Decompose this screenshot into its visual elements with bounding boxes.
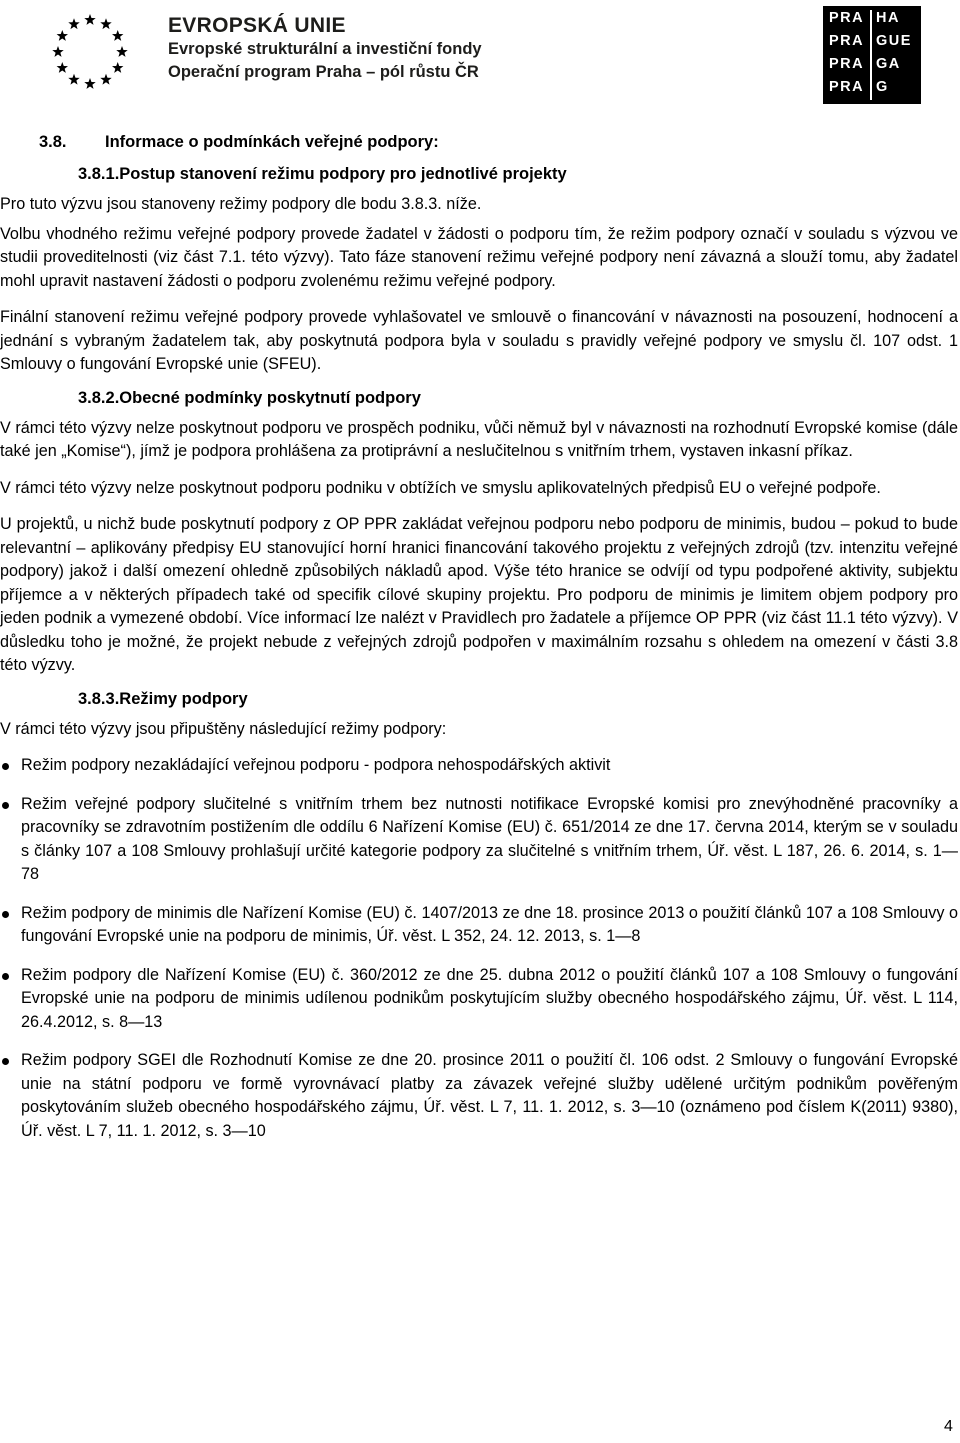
subsection-heading-3-8-1: 3.8.1.Postup stanovení režimu podpory pro jednotlivé projekty: [78, 165, 567, 183]
list-item-text: Režim podpory nezakládající veřejnou podporu - podpora nehospodářských aktivit: [21, 756, 611, 774]
praha-logo-left: PRA: [829, 79, 865, 95]
list-item-text: Režim podpory de minimis dle Nařízení Komise (EU) č. 1407/2013 ze dne 18. prosince 2013 o použití článků 107 a 108 Smlouvy o fungování Evropské unie na podporu de minimis, Úř. věst. L 352, 24. 12. 2013, s. 1—8: [21, 903, 958, 945]
section-number: 3.8.: [39, 133, 67, 151]
list-item-text: Režim veřejné podpory slučitelné s vnitřním trhem bez nutnosti notifikace Evropské komisi pro znevýhodněné pracovníky a pracovníky se zdravotním postižením dle oddílu 6 Nařízení Komise (EU) č. 651/2014 ze dne 17. června 2014, kterým se v souladu s články 107 a 108 Smlouvy prohlašují určité kategorie podpory za slučitelné s vnitřním trhem, Úř. věst. L 187, 26. 6. 2014, s. 1—78: [21, 794, 958, 883]
praha-logo-left: PRA: [829, 33, 865, 49]
paragraph: V rámci této výzvy nelze poskytnout podporu podniku v obtížích ve smyslu aplikovatelných předpisů EU o veřejné podpoře.: [0, 478, 881, 497]
star-icon: [52, 46, 63, 57]
paragraph: Pro tuto výzvu jsou stanoveny režimy podpory dle bodu 3.8.3. níže.: [0, 195, 482, 213]
praha-logo-right: GA: [876, 56, 901, 72]
praha-logo-left: PRA: [829, 56, 865, 72]
bullet-icon: [2, 763, 9, 770]
star-icon: [100, 18, 111, 29]
praha-logo-row: [823, 77, 921, 99]
paragraph: V rámci této výzvy jsou připuštěny následující režimy podpory:: [0, 719, 447, 738]
praha-logo-row: [823, 54, 921, 76]
support-regime-list: [0, 754, 958, 1143]
list-item: [0, 754, 958, 778]
eu-logo-program: Operační program Praha – pól růstu ČR: [168, 63, 479, 81]
star-icon: [57, 62, 68, 73]
praha-logo-left: PRA: [829, 10, 865, 26]
paragraph: Volbu vhodného režimu veřejné podpory provede žadatel v žádosti o podporu tím, že režim podpory označí v souladu s výzvou ve studii proveditelnosti (viz část 7.1. této výzvy). Tato fáze stanovení režimu veřejné podpory není závazná a slouží tomu, aby žadatel mohl upravit nastavení žádosti o podporu zvolenému režimu veřejné podpory.: [0, 224, 958, 290]
eu-logo-title: EVROPSKÁ UNIE: [168, 14, 346, 37]
praha-logo-row: [823, 8, 921, 30]
eu-logo-subtitle: Evropské strukturální a investiční fondy: [168, 40, 482, 58]
praha-logo: [823, 6, 921, 104]
star-icon: [84, 78, 95, 89]
star-icon: [68, 74, 79, 85]
bullet-icon: [2, 1058, 9, 1065]
section-title: Informace o podmínkách veřejné podpory:: [105, 133, 439, 151]
star-icon: [116, 46, 127, 57]
eu-logo-text: [168, 14, 482, 84]
list-item-text: Režim podpory SGEI dle Rozhodnutí Komise ze dne 20. prosince 2011 o použití čl. 106 odst. 2 Smlouvy o fungování Evropské unie na státní podporu ve formě vyrovnávací platby za závazek veřejné služby udělené určitým podnikům pověřeným poskytováním služeb obecného hospodářského zájmu, Úř. věst. L 7, 11. 1. 2012, s. 3—10 (oznámeno pod číslem K(2011) 9380), Úř. věst. L 7, 11. 1. 2012, s. 3—10: [21, 1051, 958, 1140]
star-icon: [100, 74, 111, 85]
star-icon: [57, 30, 68, 41]
bullet-icon: [2, 911, 9, 918]
eu-stars-icon: [30, 6, 156, 98]
paragraph: V rámci této výzvy nelze poskytnout podporu ve prospěch podniku, vůči němuž byl v návaznosti na rozhodnutí Evropské komise (dále také jen „Komise“), jímž je podpora prohlášena za protiprávní a neslučitelnou s vnitřním trhem, vystaven inkasní příkaz.: [0, 418, 958, 460]
list-item: [0, 902, 958, 949]
list-item: [0, 964, 958, 1035]
praha-logo-row: [823, 31, 921, 53]
star-icon: [112, 62, 123, 73]
page-number: 4: [944, 1418, 953, 1435]
eu-flag-logo: [30, 6, 156, 98]
bullet-icon: [2, 973, 9, 980]
star-icon: [84, 14, 95, 25]
bullet-icon: [2, 802, 9, 809]
page-header: [0, 0, 960, 110]
praha-logo-right: GUE: [876, 33, 912, 49]
subsection-heading-3-8-3: 3.8.3.Režimy podpory: [78, 689, 248, 708]
document-body: [0, 125, 958, 1158]
praha-logo-right: G: [876, 79, 889, 95]
subsection-heading-3-8-2: 3.8.2.Obecné podmínky poskytnutí podpory: [78, 388, 421, 407]
list-item-text: Režim podpory dle Nařízení Komise (EU) č. 360/2012 ze dne 25. dubna 2012 o použití článků 107 a 108 Smlouvy o fungování Evropské unie na podporu de minimis udílenou podnikům poskytujícím služby obecného hospodářského zájmu, Úř. věst. L 114, 26.4.2012, s. 8—13: [21, 965, 958, 1031]
paragraph: U projektů, u nichž bude poskytnutí podpory z OP PPR zakládat veřejnou podporu nebo podporu de minimis, budou – pokud to bude relevantní – aplikovány předpisy EU stanovující horní hranici financování takového projektu z veřejných zdrojů (tzv. intenzitu veřejné podpory) jakož i další omezení ohledně způsobilých nákladů apod. Výše této hranice se odvíjí od typu podpořené aktivity, subjektu příjemce a v některých případech také od specifik cílové skupiny projektu. Pro podporu de minimis je limitem objem podpory pro jeden podnik a vymezené období. Více informací lze nalézt v Pravidlech pro žadatele a příjemce OP PPR (viz část 11.1 této výzvy). V důsledku toho je možné, že projekt nebude z veřejných zdrojů podpořen v maximálním rozsahu s ohledem na omezení v části 3.8 této výzvy.: [0, 515, 958, 674]
list-item: [0, 793, 958, 887]
list-item: [0, 1049, 958, 1143]
paragraph: Finální stanovení režimu veřejné podpory provede vyhlašovatel ve smlouvě o financování v návaznosti na posouzení, hodnocení a jednání s vybraným žadatelem tak, aby poskytnutá podpora byla v souladu s pravidly veřejné podpory ve smyslu čl. 107 odst. 1 Smlouvy o fungování Evropské unie (SFEU).: [0, 308, 958, 373]
praha-logo-right: HA: [876, 10, 900, 26]
star-icon: [68, 18, 79, 29]
star-icon: [112, 30, 123, 41]
section-heading: [39, 125, 958, 159]
